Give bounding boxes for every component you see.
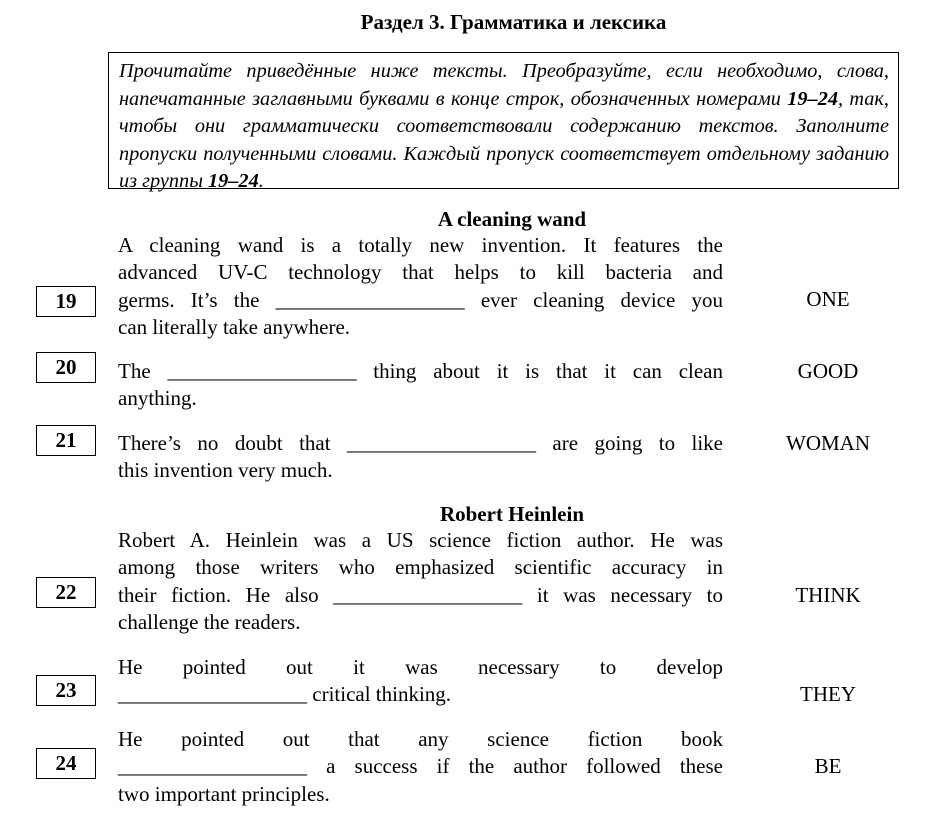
key-word-19: ONE — [806, 287, 850, 311]
instructions-text-2: , так, чтобы они грамматически соответствовали содержанию текстов. Заполните пропуски полученными словами. Каждый пропуск соответствует отдельному заданию из группы — [119, 87, 889, 192]
text-heading-cleaning-wand: A cleaning wand — [437, 207, 587, 231]
task-text-22 — [118, 527, 723, 637]
text-heading-robert-heinlein: Robert Heinlein — [439, 502, 585, 526]
text-line: advanced UV-C technology that helps to kill bacteria and — [118, 260, 723, 285]
text-line-with-blank: There’s no doubt that __________________ are going to like — [118, 431, 723, 455]
text-line-with-blank: __________________ a success if the author followed these — [118, 754, 723, 779]
text-line: Robert A. Heinlein was a US science fiction author. He was — [118, 528, 723, 552]
key-word-22: THINK — [795, 583, 861, 607]
key-word-24: BE — [814, 754, 842, 778]
task-number-23: 23 — [36, 675, 96, 706]
text-line-with-blank: germs. It’s the __________________ ever cleaning device you — [118, 287, 723, 312]
task-number-20: 20 — [36, 352, 96, 383]
text-line-with-blank: __________________ critical thinking. — [118, 682, 452, 707]
key-word-21: WOMAN — [786, 431, 870, 455]
instructions-range-2: 19–24 — [208, 170, 259, 192]
key-word-20: GOOD — [797, 359, 859, 383]
task-text-20 — [118, 358, 723, 413]
text-line: He pointed out that any science fiction book — [118, 727, 723, 751]
instructions-text-1: Прочитайте приведённые ниже тексты. Преобразуйте, если необходимо, слова, напечатанные заглавными буквами в конце строк, обозначенных номерами — [119, 60, 889, 110]
text-line: challenge the readers. — [118, 610, 301, 635]
task-number-22: 22 — [36, 577, 96, 608]
text-line: among those writers who emphasized scientific accuracy in — [118, 555, 723, 580]
text-line: He pointed out it was necessary to develop — [118, 655, 723, 679]
task-text-21 — [118, 430, 723, 485]
task-text-19 — [118, 232, 723, 342]
text-line: anything. — [118, 386, 197, 411]
task-text-23 — [118, 654, 723, 709]
instructions-text-3: . — [258, 170, 264, 192]
task-text-24 — [118, 726, 723, 808]
task-number-21: 21 — [36, 425, 96, 456]
text-line: A cleaning wand is a totally new invention. It features the — [118, 233, 723, 257]
text-line-with-blank: The __________________ thing about it is that it can clean — [118, 359, 723, 383]
instructions-range-1: 19–24 — [787, 87, 838, 110]
text-line-with-blank: their fiction. He also __________________ it was necessary to — [118, 582, 723, 607]
instructions-box — [108, 52, 899, 192]
section-title: Раздел 3. Грамматика и лексика — [360, 10, 667, 34]
key-word-23: THEY — [800, 682, 856, 706]
text-line: this invention very much. — [118, 458, 333, 483]
text-line: two important principles. — [118, 781, 330, 806]
task-number-19: 19 — [36, 286, 96, 317]
text-line: can literally take anywhere. — [118, 315, 351, 340]
task-number-24: 24 — [36, 748, 96, 779]
